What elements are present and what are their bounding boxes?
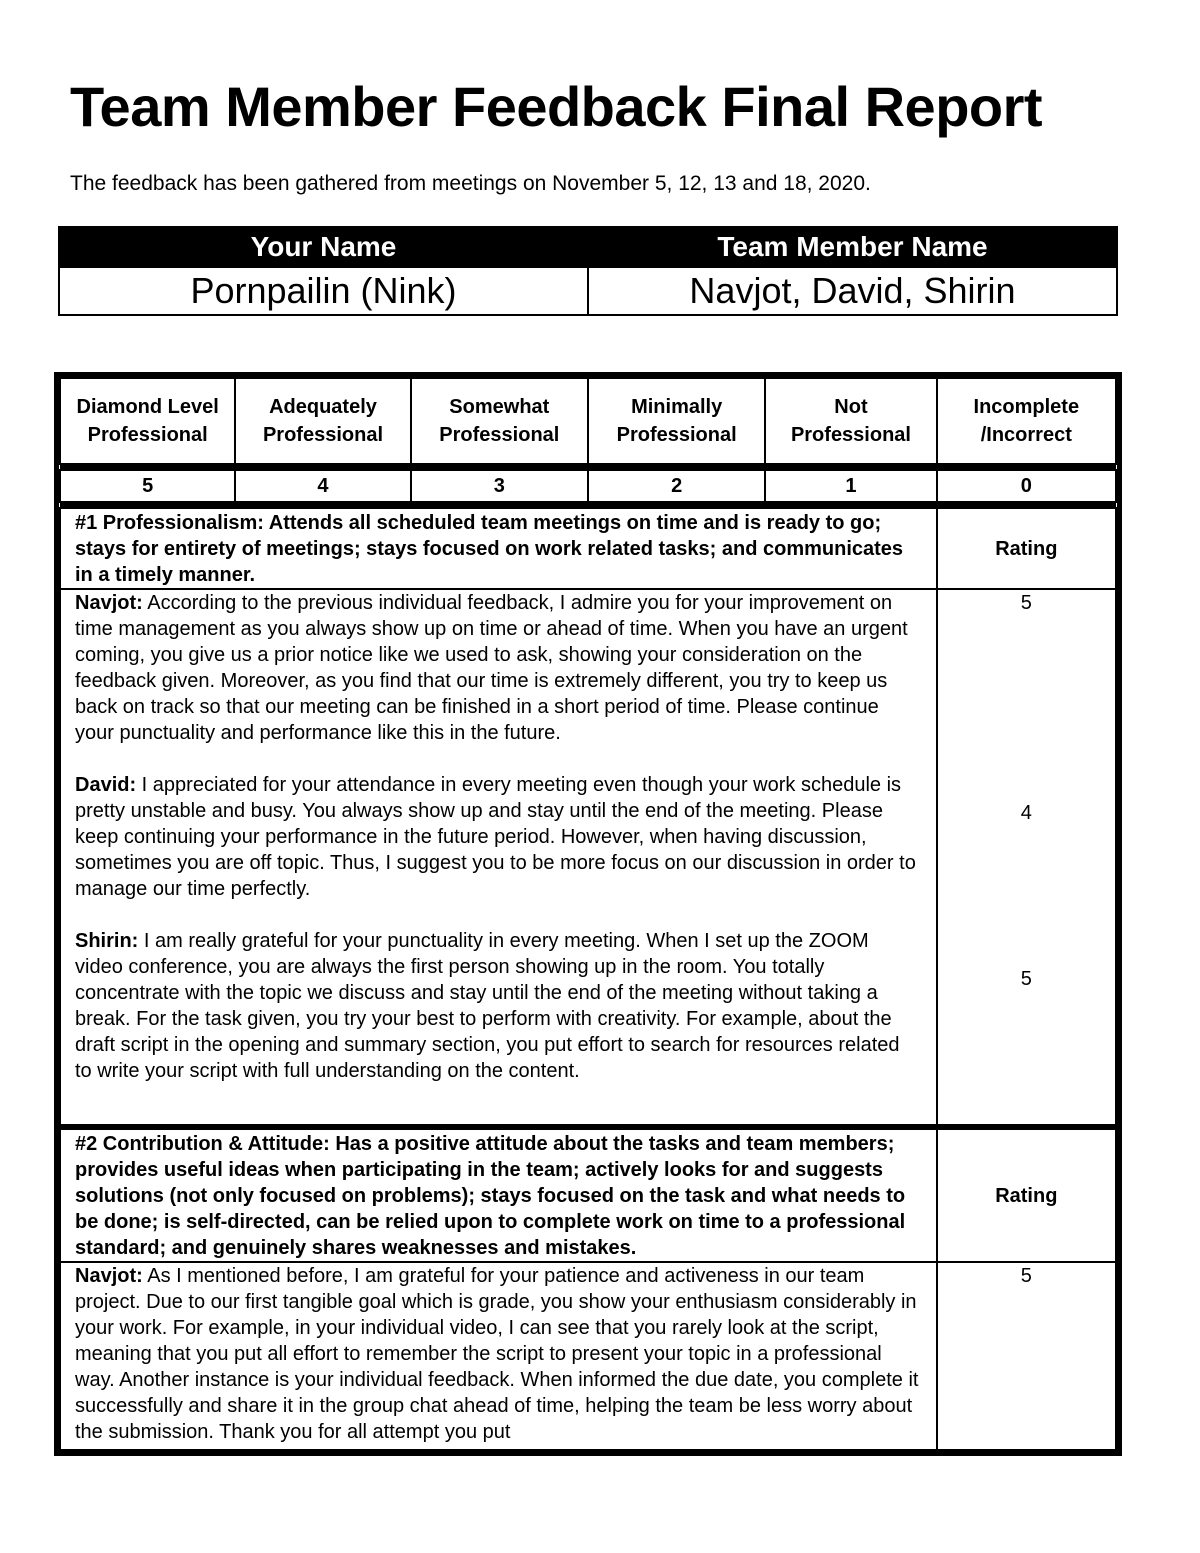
your-name-value: Pornpailin (Nink) [59,267,588,315]
feedback-body: I appreciated for your attendance in every meeting even though your work schedule is pretty unstable and busy. You always show up and stay until the end of the meeting. Please keep continuing your performance in the future period. However, when having discussion, sometimes you are off topic. Thus, I suggest you to be more focus on our discussion in order to manage our time perfectly. [75,774,916,900]
scale-level-label: Not Professional [765,378,936,464]
feedback-paragraph [75,590,922,746]
feedback-paragraph [75,1263,922,1445]
rating-value: 5 [1020,592,1032,614]
scale-score: 4 [235,470,410,502]
scale-score: 3 [411,470,588,502]
member-name: Navjot: [75,592,143,614]
feedback-body: I am really grateful for your punctuality in every meeting. When I set up the ZOOM video conference, you are always the first person showing up in the room. You totally concentrate with the topic we discuss and stay until the end of the meeting without taking a break. For the task given, you try your best to perform with creativity. For example, about the draft script in the opening and summary section, you put effort to search for resources related to write your script with full understanding on the content. [75,930,900,1082]
feedback-paragraph [75,772,922,902]
scale-level-label: Adequately Professional [235,378,410,464]
rating-column [937,589,1116,1127]
feedback-paragraph [75,928,922,1084]
rating-value: 5 [1020,1265,1032,1287]
scale-score: 2 [588,470,765,502]
names-table [58,226,1118,316]
criterion-heading: #2 Contribution & Attitude: Has a positive attitude about the tasks and team members; provides useful ideas when participating in the team; actively looks for and suggests solutions (not only focused on problems); stays focused on the task and what needs to be done; is self-directed, can be relied upon to complete work on time to a professional standard; and genuinely shares weaknesses and mistakes. [60,1127,937,1262]
feedback-text [60,1262,937,1450]
member-name: David: [75,774,137,796]
feedback-text [60,589,937,1127]
rating-value: 4 [1020,802,1032,824]
rating-value: 5 [1020,968,1032,990]
scale-score: 0 [937,470,1116,502]
your-name-header: Your Name [59,227,588,267]
rating-label: Rating [937,1127,1116,1262]
scale-score: 5 [60,470,235,502]
rating-column [937,1262,1116,1450]
team-members-value: Navjot, David, Shirin [588,267,1117,315]
scale-score: 1 [765,470,936,502]
subtitle: The feedback has been gathered from meetings on November 5, 12, 13 and 18, 2020. [70,172,871,195]
scale-level-label: Somewhat Professional [411,378,588,464]
criterion-heading: #1 Professionalism: Attends all scheduled team meetings on time and is ready to go; stays for entirety of meetings; stays focused on work related tasks; and communicates in a timely manner. [60,508,937,589]
scale-level-label: Minimally Professional [588,378,765,464]
rubric-table [54,372,1122,1456]
feedback-body: As I mentioned before, I am grateful for your patience and activeness in our team project. Due to our first tangible goal which is grade, you show your enthusiasm considerably in your work. For example, in your individual video, I can see that you rarely look at the script, meaning that you put all effort to remember the script to present your topic in a professional way. Another instance is your individual feedback. When informed the due date, you complete it successfully and share it in the group chat ahead of time, helping the team be less worry about the submission. Thank you for all attempt you put [75,1265,919,1443]
scale-level-label: Incomplete /Incorrect [937,378,1116,464]
member-name: Navjot: [75,1265,143,1287]
page-title: Team Member Feedback Final Report [70,75,1043,138]
rating-label: Rating [937,508,1116,589]
team-member-header: Team Member Name [588,227,1117,267]
scale-level-label: Diamond Level Professional [60,378,235,464]
feedback-body: According to the previous individual feedback, I admire you for your improvement on time management as you always show up on time or ahead of time. When you have an urgent coming, you give us a prior notice like we used to ask, showing your consideration on the feedback given. Moreover, as you find that our time is extremely different, you try to keep us back on track so that our meeting can be finished in a short period of time. Please continue your punctuality and performance like this in the future. [75,592,908,744]
member-name: Shirin: [75,930,139,952]
